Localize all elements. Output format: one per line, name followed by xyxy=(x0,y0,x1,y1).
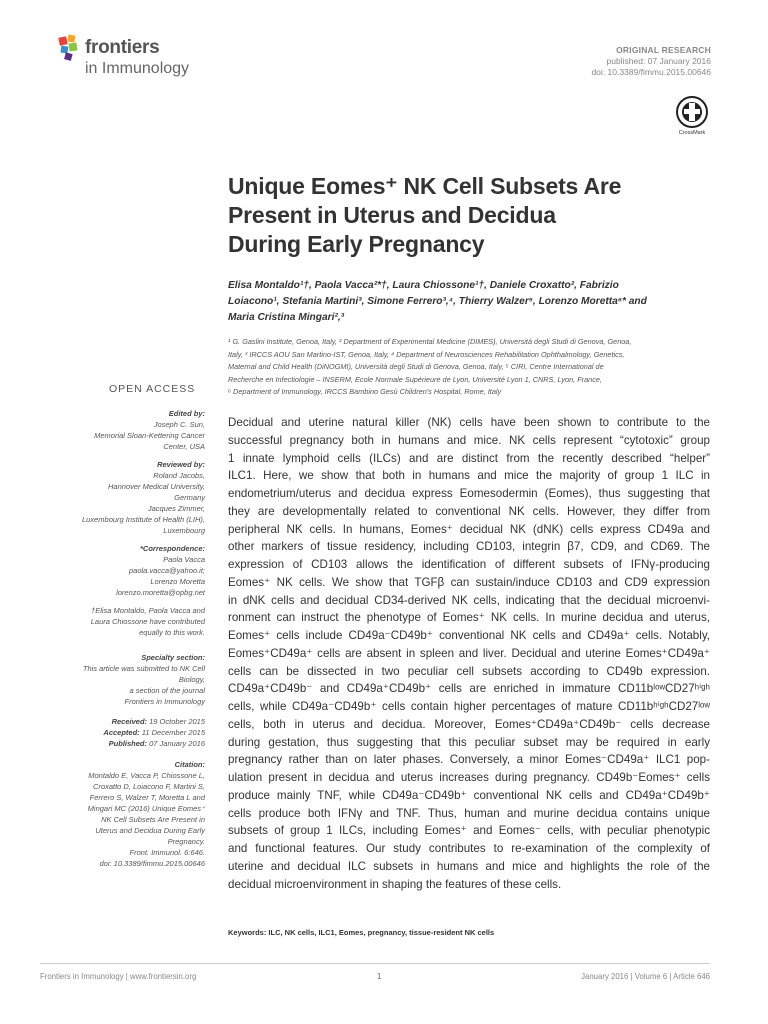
article-header-meta xyxy=(591,45,711,78)
abstract-line: cells can be dissected in two peculiar cell subsets according to CD49b expression. xyxy=(228,664,710,678)
equal-contribution-note: †Elisa Montaldo, Paola Vacca and xyxy=(91,606,205,615)
specialty-label: Specialty section: xyxy=(141,653,205,662)
abstract-line: produce mainly TNF, while CD49a⁻CD49b⁺ conventional NK cells and CD49a⁺CD49b⁺ xyxy=(228,788,710,802)
abstract-line: peripheral NK cells. In humans, Eomes⁺ decidual NK (dNK) cells express CD49a and xyxy=(228,522,710,536)
abstract-line: 1 innate lymphoid cells (ILCs) and are distinct from the recently described “helper” xyxy=(228,451,710,465)
abstract-line: Eomes⁺ NK cells. We show that TGFβ can sustain/induce CD103 and CD9 expression xyxy=(228,575,710,589)
accepted-date xyxy=(40,727,205,738)
abstract-line: cells produce both IFNγ and TNF. Thus, human and murine decidua contains unique xyxy=(228,806,710,820)
article-title xyxy=(228,172,708,259)
page-number: 1 xyxy=(377,972,382,981)
author-list xyxy=(228,278,708,326)
abstract-line: Decidual and uterine natural killer (NK) cells have been shown to contribute to the xyxy=(228,416,710,429)
abstract-line: cells, while CD49a⁻CD49b⁺ cells contain higher percentages of mature CD11bʰⁱᵍʰCD27ˡᵒʷ xyxy=(228,700,710,713)
author-line: Elisa Montaldo¹†, Paola Vacca²*†, Laura Chiossone¹†, Daniele Croxatto², Fabrizio xyxy=(228,280,619,291)
correspondence-label: *Correspondence: xyxy=(139,544,205,553)
article-sidebar xyxy=(40,408,205,869)
editor-line: Joseph C. Sun, xyxy=(153,420,205,429)
abstract-line: decidual microenvironment in shaping the features of these cells. xyxy=(228,877,562,891)
citation-doi[interactable]: doi: 10.3389/fimmu.2015.00646 xyxy=(99,859,205,868)
citation-line: Ferrero S, Walzer T, Moretta L and xyxy=(89,793,205,802)
received-label: Received: xyxy=(111,717,148,726)
crossmark-label: CrossMark xyxy=(678,130,706,136)
specialty-line: Biology, xyxy=(178,675,205,684)
editor-line: Center, USA xyxy=(163,442,205,451)
specialty-line: Frontiers in Immunology xyxy=(124,697,205,706)
journal-brand: frontiers xyxy=(85,37,160,58)
abstract-line: expression of CD103 allows the identification of different subsets of IFNγ-producing xyxy=(228,558,710,571)
footer-issue: January 2016 | Volume 6 | Article 646 xyxy=(581,972,710,981)
published-label: Published: xyxy=(108,739,148,748)
received-date xyxy=(40,716,205,727)
citation-line: Montaldo E, Vacca P, Chiossone L, xyxy=(88,771,205,780)
reviewer-line: Germany xyxy=(174,493,205,502)
affiliation-line: Recherche en Infectiologie – INSERM, Ecole Normale Supérieure de Lyon, Université Lyon 1, CNRS, Lyon, France, xyxy=(228,374,602,384)
accepted-value: 11 December 2015 xyxy=(141,728,205,737)
crossmark-icon xyxy=(676,96,708,128)
correspondence-line: Lorenzo Moretta xyxy=(150,577,205,586)
reviewer-line: Luxembourg Institute of Health (LIH), xyxy=(82,515,205,524)
crossmark-badge[interactable] xyxy=(672,96,712,136)
footer-journal[interactable]: Frontiers in Immunology | www.frontiersin.org xyxy=(40,972,197,981)
citation-label: Citation: xyxy=(174,760,205,769)
abstract-line: ILC1. Here, we show that both in humans and mice the majority of group 1 ILC in xyxy=(228,469,710,483)
affiliation-line: ⁶ Department of Immunology, IRCCS Bambino Gesù Children's Hospital, Rome, Italy xyxy=(228,387,502,397)
equal-contribution-note: Laura Chiossone have contributed xyxy=(90,617,205,626)
abstract-line: during gestation, thus suggesting that this peculiar subset may be required in early xyxy=(228,735,710,749)
abstract-line: and functional features. Our study contributes to re-examination of the complexity of xyxy=(228,842,710,855)
title-line: Present in Uterus and Decidua xyxy=(228,202,556,228)
reviewer-line: Luxembourg xyxy=(163,526,205,535)
frontiers-logo-icon xyxy=(57,33,83,63)
affiliation-line: Italy, ³ IRCCS AOU San Martino-IST, Genoa, Italy, ⁴ Department of Neurosciences Rehabilitation Ophthalmology, Genetics, xyxy=(228,349,625,359)
abstract-line: in dNK cells and decidual CD34-derived NK cells, indicating that the decidual microenvi- xyxy=(228,593,710,607)
open-access-label: OPEN ACCESS xyxy=(109,383,196,395)
edited-by-label: Edited by: xyxy=(168,409,205,418)
title-line: Unique Eomes⁺ NK Cell Subsets Are xyxy=(228,173,622,199)
citation-line: Mingari MC (2016) Unique Eomes⁺ xyxy=(87,804,205,813)
abstract xyxy=(228,414,710,893)
affiliation-line: ¹ G. Gaslini Institute, Genoa, Italy, ² Department of Experimental Medicine (DIMES), Università degli Studi di Genova, Genoa, xyxy=(228,337,632,346)
abstract-line: Eomes⁺CD49a⁺ cells are absent in spleen and liver. Decidual and uterine Eomes⁺CD49a⁺ xyxy=(228,646,710,660)
author-line: Maria Cristina Mingari²,³ xyxy=(228,312,345,323)
affiliation-line: Maternal and Child Health (DiNOGMI), Università degli Studi di Genova, Genoa, Italy, ⁵ CIRI, Centre International de xyxy=(228,362,604,372)
reviewer-line: Roland Jacobs, xyxy=(153,471,205,480)
specialty-line: a section of the journal xyxy=(129,686,205,695)
citation-line: Croxatto D, Loiacono F, Martini S, xyxy=(93,782,205,791)
abstract-line: ulation present in decidua and uterus increases during pregnancy. CD49b⁻Eomes⁺ cells xyxy=(228,771,710,784)
abstract-line: successful pregnancy both in humans and mice. NK cells represent “cytotoxic” group xyxy=(228,433,710,447)
citation-line: Uterus and Decidua During Early xyxy=(95,826,205,835)
keywords: Keywords: ILC, NK cells, ILC1, Eomes, pregnancy, tissue-resident NK cells xyxy=(228,928,495,937)
article-type: ORIGINAL RESEARCH xyxy=(616,45,711,55)
abstract-line: cells, both in uterus and decidua. Moreover, Eomes⁺CD49a⁺CD49b⁻ cells decrease xyxy=(228,717,710,731)
abstract-line: pregnancy rather than on later phases. Conversely, a minor Eomes⁻CD49a⁺ ILC1 pop- xyxy=(228,753,710,767)
author-line: Loiacono¹, Stefania Martini³, Simone Ferrero³,⁴, Thierry Walzer⁵, Lorenzo Moretta⁶* and xyxy=(228,296,647,307)
reviewer-line: Hannover Medical University, xyxy=(108,482,205,491)
equal-contribution-note: equally to this work. xyxy=(139,628,205,637)
affiliations xyxy=(228,336,708,399)
published-value: 07 January 2016 xyxy=(149,739,205,748)
abstract-line: Eomes⁺ cells include CD49a⁻CD49b⁺ conventional NK cells and CD49a⁺ cells. Notably, xyxy=(228,629,710,642)
editor-line: Memorial Sloan-Kettering Cancer xyxy=(94,431,205,440)
footer-divider xyxy=(40,963,710,964)
abstract-line: they are developmentally related to conventional NK cells. However, they differ from xyxy=(228,504,710,518)
accepted-label: Accepted: xyxy=(103,728,140,737)
published-date: published: 07 January 2016 xyxy=(606,56,711,66)
citation-line: NK Cell Subsets Are Present in xyxy=(101,815,205,824)
specialty-line: This article was submitted to NK Cell xyxy=(82,664,205,673)
article-doi[interactable]: doi: 10.3389/fimmu.2015.00646 xyxy=(591,67,711,77)
journal-name: in Immunology xyxy=(85,60,190,77)
correspondence-email[interactable]: paola.vacca@yahoo.it; xyxy=(129,566,205,575)
abstract-line: ronment can instruct the phenotype of Eomes⁺ NK cells. In murine decidua and uterus, xyxy=(228,611,710,625)
abstract-line: uterine and decidual ILC subsets in humans and mice and highlights the role of the xyxy=(228,859,710,873)
citation-line: Pregnancy. xyxy=(167,837,205,846)
published-date-side xyxy=(40,738,205,749)
correspondence-email[interactable]: lorenzo.moretta@opbg.net xyxy=(116,588,205,597)
reviewed-by-label: Reviewed by: xyxy=(157,460,205,469)
title-line: During Early Pregnancy xyxy=(228,231,485,257)
abstract-line: other markers of tissue residency, including CD103, integrin β7, CD9, and CD69. The xyxy=(228,540,710,554)
reviewer-line: Jacques Zimmer, xyxy=(147,504,205,513)
received-value: 19 October 2015 xyxy=(149,717,205,726)
abstract-line: endometrium/uterus and decidua express Eomesodermin (Eomes), thus suggesting that xyxy=(228,487,710,500)
abstract-line: subsets of group 1 ILCs, including Eomes⁺ and Eomes⁻ cells, with peculiar phenotypic xyxy=(228,824,710,838)
citation-line: Front. Immunol. 6:646. xyxy=(129,848,205,857)
correspondence-line: Paola Vacca xyxy=(163,555,205,564)
abstract-line: CD49a⁺CD49b⁻ and CD49a⁺CD49b⁺ cells are enriched in immature CD11bˡᵒʷCD27ʰⁱᵍʰ xyxy=(228,682,710,696)
